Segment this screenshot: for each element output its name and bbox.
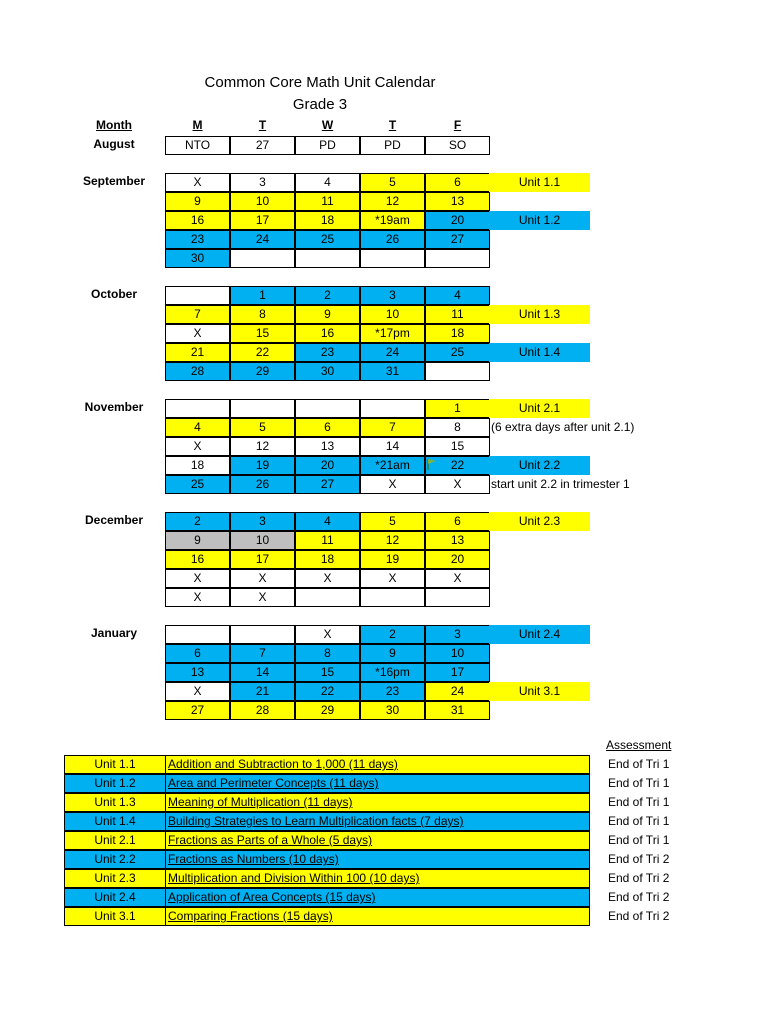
calendar-cell: 4 [295, 512, 360, 531]
page-subtitle: Grade 3 [292, 96, 348, 113]
calendar-cell: *19am [360, 211, 425, 230]
legend-description: Comparing Fractions (15 days) [168, 909, 333, 923]
calendar-cell: 16 [165, 211, 230, 230]
calendar-cell: 12 [360, 192, 425, 211]
calendar-cell [165, 286, 230, 305]
legend-assessment: End of Tri 1 [608, 814, 670, 828]
calendar-cell: 18 [165, 456, 230, 475]
calendar-cell: 1 [230, 286, 295, 305]
legend-description-cell [166, 812, 590, 831]
calendar-cell: 12 [230, 437, 295, 456]
calendar-cell: 27 [165, 701, 230, 720]
calendar-cell: 9 [295, 305, 360, 324]
calendar-cell: 24 [360, 343, 425, 362]
legend-assessment: End of Tri 2 [608, 909, 670, 923]
calendar-cell: 18 [295, 550, 360, 569]
calendar-cell: 10 [230, 192, 295, 211]
legend-unit-cell: Unit 2.1 [64, 831, 166, 850]
calendar-cell: 8 [425, 418, 490, 437]
calendar-cell [360, 399, 425, 418]
calendar-cell: 30 [295, 362, 360, 381]
calendar-cell: 14 [230, 663, 295, 682]
calendar-cell: X [165, 437, 230, 456]
calendar-cell: 31 [360, 362, 425, 381]
legend-description: Building Strategies to Learn Multiplication facts (7 days) [168, 814, 464, 828]
calendar-cell: 2 [165, 512, 230, 531]
calendar-cell: 1 [425, 399, 490, 418]
calendar-cell: 11 [425, 305, 490, 324]
calendar-cell: PD [360, 136, 425, 155]
calendar-cell: *16pm [360, 663, 425, 682]
legend-unit-cell: Unit 3.1 [64, 907, 166, 926]
month-label-august: August [93, 137, 135, 151]
calendar-cell: 23 [360, 682, 425, 701]
calendar-cell: NTO [165, 136, 230, 155]
calendar-cell: 6 [425, 173, 490, 192]
legend-description: Fractions as Numbers (10 days) [168, 852, 339, 866]
calendar-cell [230, 249, 295, 268]
calendar-cell: 6 [165, 644, 230, 663]
calendar-cell: 8 [295, 644, 360, 663]
month-label-december: December [84, 513, 144, 527]
calendar-cell: 20 [425, 550, 490, 569]
calendar-cell: 20 [425, 211, 490, 230]
month-label-january: January [90, 626, 138, 640]
unit-label: Unit 1.3 [489, 305, 590, 324]
legend-description: Multiplication and Division Within 100 (10 days) [168, 871, 420, 885]
legend-description-cell [166, 907, 590, 926]
calendar-cell: 11 [295, 192, 360, 211]
calendar-cell: 27 [425, 230, 490, 249]
calendar-cell: 30 [360, 701, 425, 720]
calendar-cell: 14 [360, 437, 425, 456]
legend-description: Area and Perimeter Concepts (11 days) [168, 776, 379, 790]
unit-label: Unit 1.2 [489, 211, 590, 230]
calendar-cell: 16 [165, 550, 230, 569]
calendar-cell [425, 249, 490, 268]
calendar-cell: 5 [360, 173, 425, 192]
unit-label: Unit 1.1 [489, 173, 590, 192]
calendar-cell: 5 [230, 418, 295, 437]
legend-description-cell [166, 888, 590, 907]
calendar-cell: 31 [425, 701, 490, 720]
calendar-cell: 29 [230, 362, 295, 381]
month-label-october: October [90, 287, 137, 301]
calendar-cell: 25 [165, 475, 230, 494]
day-header-wed: W [321, 118, 334, 132]
calendar-cell: 10 [360, 305, 425, 324]
calendar-cell: 4 [295, 173, 360, 192]
calendar-cell: 16 [295, 324, 360, 343]
calendar-cell: X [425, 475, 490, 494]
calendar-cell: *21am [360, 456, 425, 475]
calendar-note: (6 extra days after unit 2.1) [491, 420, 635, 434]
calendar-cell [425, 362, 490, 381]
unit-label: Unit 2.2 [489, 456, 590, 475]
calendar-cell: X [295, 625, 360, 644]
legend-description-cell [166, 793, 590, 812]
calendar-cell: 8 [230, 305, 295, 324]
calendar-cell: *17pm [360, 324, 425, 343]
calendar-cell [230, 399, 295, 418]
legend-description: Fractions as Parts of a Whole (5 days) [168, 833, 373, 847]
calendar-cell: 28 [165, 362, 230, 381]
calendar-cell: 12 [360, 531, 425, 550]
calendar-cell [165, 625, 230, 644]
legend-unit-cell: Unit 1.3 [64, 793, 166, 812]
calendar-cell: 29 [295, 701, 360, 720]
calendar-cell: 18 [295, 211, 360, 230]
calendar-cell: 17 [230, 211, 295, 230]
calendar-cell: X [165, 569, 230, 588]
calendar-cell: 13 [295, 437, 360, 456]
calendar-cell [425, 588, 490, 607]
legend-description-cell [166, 850, 590, 869]
calendar-cell [165, 399, 230, 418]
calendar-cell: X [165, 173, 230, 192]
legend-description: Meaning of Multiplication (11 days) [168, 795, 353, 809]
calendar-cell: 4 [425, 286, 490, 305]
calendar-cell: X [165, 682, 230, 701]
day-header-thu: T [388, 118, 397, 132]
calendar-cell: 10 [425, 644, 490, 663]
calendar-cell [230, 625, 295, 644]
calendar-cell: 25 [295, 230, 360, 249]
calendar-cell: 19 [230, 456, 295, 475]
calendar-cell: 3 [425, 625, 490, 644]
legend-assessment: End of Tri 1 [608, 776, 670, 790]
calendar-cell: 23 [165, 230, 230, 249]
calendar-cell: 4 [165, 418, 230, 437]
calendar-cell: 7 [230, 644, 295, 663]
calendar-cell: 27 [230, 136, 295, 155]
calendar-cell: 30 [165, 249, 230, 268]
legend-description-cell [166, 774, 590, 793]
unit-label: Unit 1.4 [489, 343, 590, 362]
calendar-cell: 28 [230, 701, 295, 720]
assessment-header: Assessment [606, 738, 672, 752]
calendar-cell [295, 249, 360, 268]
page-title: Common Core Math Unit Calendar [204, 74, 436, 91]
legend-assessment: End of Tri 1 [608, 833, 670, 847]
calendar-cell: 9 [165, 192, 230, 211]
unit-label: Unit 2.3 [489, 512, 590, 531]
calendar-cell: 26 [360, 230, 425, 249]
calendar-cell: 27 [295, 475, 360, 494]
calendar-cell: 6 [425, 512, 490, 531]
calendar-cell: PD [295, 136, 360, 155]
legend-description-cell [166, 831, 590, 850]
month-label-november: November [84, 400, 144, 414]
month-label-september: September [82, 174, 146, 188]
calendar-cell: 7 [165, 305, 230, 324]
legend-assessment: End of Tri 2 [608, 852, 670, 866]
calendar-cell [295, 588, 360, 607]
calendar-cell: 21 [165, 343, 230, 362]
calendar-cell: 6 [295, 418, 360, 437]
calendar-cell: 21 [230, 682, 295, 701]
calendar-cell: 3 [230, 173, 295, 192]
calendar-cell [295, 399, 360, 418]
calendar-cell: 25 [425, 343, 490, 362]
calendar-cell: 15 [425, 437, 490, 456]
calendar-cell: X [165, 588, 230, 607]
calendar-cell: 26 [230, 475, 295, 494]
legend-assessment: End of Tri 2 [608, 871, 670, 885]
calendar-cell: 22 [425, 456, 490, 475]
calendar-cell: 15 [295, 663, 360, 682]
calendar-cell: 22 [295, 682, 360, 701]
legend-unit-cell: Unit 1.2 [64, 774, 166, 793]
calendar-cell: X [165, 324, 230, 343]
calendar-cell: X [230, 569, 295, 588]
calendar-cell [360, 588, 425, 607]
calendar-cell: 5 [360, 512, 425, 531]
calendar-cell: 18 [425, 324, 490, 343]
calendar-cell: X [230, 588, 295, 607]
calendar-cell: 13 [425, 531, 490, 550]
calendar-cell: 19 [360, 550, 425, 569]
calendar-cell: 15 [230, 324, 295, 343]
legend-assessment: End of Tri 2 [608, 890, 670, 904]
day-header-tue: T [258, 118, 267, 132]
legend-unit-cell: Unit 2.4 [64, 888, 166, 907]
calendar-cell: 2 [295, 286, 360, 305]
day-header-mon: M [192, 118, 203, 132]
calendar-cell: 9 [360, 644, 425, 663]
calendar-cell [360, 249, 425, 268]
calendar-cell: X [360, 475, 425, 494]
calendar-cell: X [360, 569, 425, 588]
calendar-cell: 2 [360, 625, 425, 644]
legend-unit-cell: Unit 1.1 [64, 755, 166, 774]
calendar-cell: 10 [230, 531, 295, 550]
legend-unit-cell: Unit 2.2 [64, 850, 166, 869]
calendar-note: start unit 2.2 in trimester 1 [491, 477, 630, 491]
legend-assessment: End of Tri 1 [608, 795, 670, 809]
calendar-cell: 24 [425, 682, 490, 701]
calendar-cell: X [425, 569, 490, 588]
month-column-header: Month [96, 118, 132, 132]
unit-label: Unit 2.4 [489, 625, 590, 644]
calendar-cell: X [295, 569, 360, 588]
calendar-cell: 11 [295, 531, 360, 550]
calendar-cell: 20 [295, 456, 360, 475]
calendar-cell: 13 [425, 192, 490, 211]
legend-description-cell [166, 869, 590, 888]
legend-assessment: End of Tri 1 [608, 757, 670, 771]
day-header-fri: F [453, 118, 462, 132]
unit-label: Unit 3.1 [489, 682, 590, 701]
calendar-cell: 13 [165, 663, 230, 682]
legend-description: Application of Area Concepts (15 days) [168, 890, 376, 904]
legend-description: Addition and Subtraction to 1,000 (11 days) [168, 757, 398, 771]
legend-description-cell [166, 755, 590, 774]
calendar-cell: 22 [230, 343, 295, 362]
calendar-cell: 9 [165, 531, 230, 550]
calendar-cell: 3 [230, 512, 295, 531]
calendar-cell: 3 [360, 286, 425, 305]
calendar-cell: 17 [425, 663, 490, 682]
legend-unit-cell: Unit 2.3 [64, 869, 166, 888]
calendar-cell: 7 [360, 418, 425, 437]
legend-unit-cell: Unit 1.4 [64, 812, 166, 831]
flag-icon [425, 457, 439, 471]
unit-label: Unit 2.1 [489, 399, 590, 418]
calendar-cell: 23 [295, 343, 360, 362]
calendar-cell: SO [425, 136, 490, 155]
calendar-cell: 17 [230, 550, 295, 569]
calendar-cell: 24 [230, 230, 295, 249]
